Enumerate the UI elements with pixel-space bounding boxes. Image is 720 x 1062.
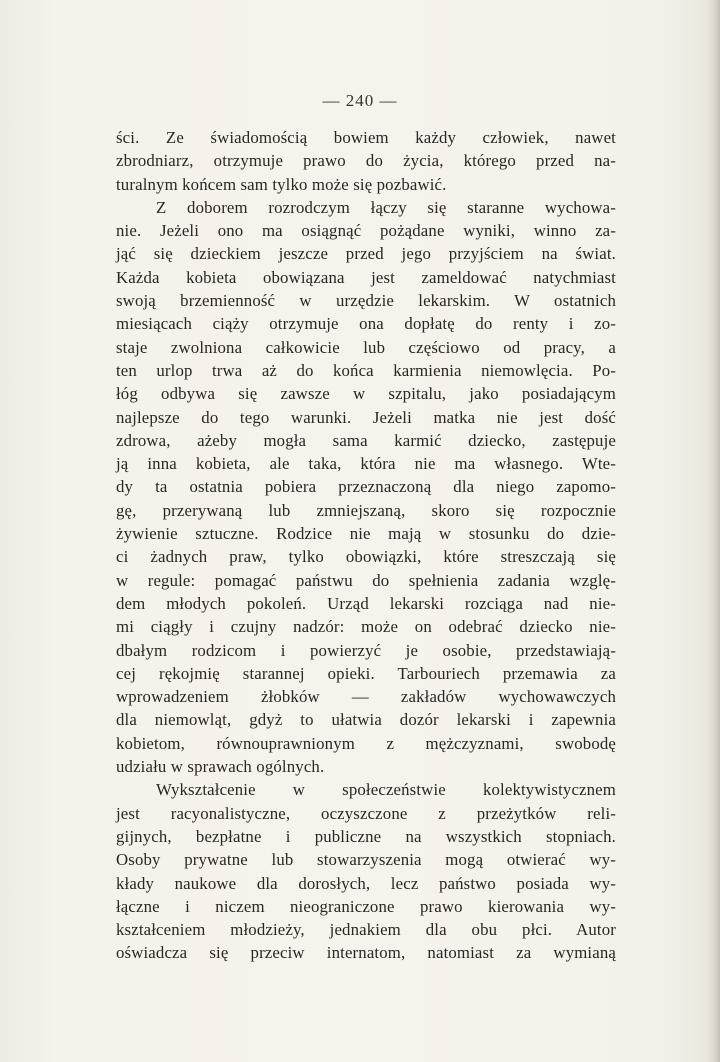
text-line: swoją brzemienność w urzędzie lekarskim. W ostatnich: [116, 291, 616, 311]
text-line: kłady naukowe dla dorosłych, lecz państwo posiada wy-: [116, 873, 616, 893]
text-line: dbałym rodzicom i powierzyć je osobie, przedstawiają-: [116, 640, 616, 660]
text-line: jest racyonalistyczne, oczyszczone z przeżytków reli-: [116, 803, 616, 823]
text-line: gijnych, bezpłatne i publiczne na wszystkich stopniach.: [116, 826, 616, 846]
text-line: kształceniem młodzieży, jednakiem dla obu płci. Autor: [116, 920, 616, 940]
text-line: w regule: pomagać państwu do spełnienia zadania wzglę-: [116, 570, 616, 590]
text-line: żywienie sztuczne. Rodzice nie mają w stosunku do dzie-: [116, 524, 616, 544]
text-line: gę, przerywaną lub zmniejszaną, skoro się rozpocznie: [116, 500, 616, 520]
text-line: ją inna kobieta, ale taka, która nie ma własnego. Wte-: [116, 454, 616, 474]
text-line: ci żadnych praw, tylko obowiązki, które streszczają się: [116, 547, 616, 567]
page-number: — 240 —: [322, 91, 398, 110]
text-line: cej rękojmię starannej opieki. Tarbouriech przemawia za: [116, 663, 616, 683]
text-line: łączne i niczem nieograniczone prawo kierowania wy-: [116, 896, 616, 916]
text-line: ten urlop trwa aż do końca karmienia niemowlęcia. Po-: [116, 360, 616, 380]
text-line: oświadcza się przeciw internatom, natomiast za wymianą: [116, 943, 616, 963]
text-line: najlepsze do tego warunki. Jeżeli matka nie jest dość: [116, 407, 616, 427]
text-line: ści. Ze świadomością bowiem każdy człowiek, nawet: [116, 128, 616, 147]
text-line: nie. Jeżeli ono ma osiągnąć pożądane wyniki, winno za-: [116, 221, 616, 241]
text-line: miesiącach ciąży otrzymuje ona dopłatę do renty i zo-: [116, 314, 616, 334]
text-line: udziału w sprawach ogólnych.: [116, 757, 325, 777]
text-line: Z doborem rozrodczym łączy się staranne wychowa-: [156, 197, 616, 217]
text-line: Każda kobieta obowiązana jest zameldować natychmiast: [116, 267, 616, 287]
text-line: Osoby prywatne lub stowarzyszenia mogą otwierać wy-: [116, 850, 616, 870]
text-line: dem młodych pokoleń. Urząd lekarski rozciąga nad nie-: [116, 593, 616, 613]
text-line: dla niemowląt, gdyż to ułatwia dozór lekarski i zapewnia: [116, 710, 616, 730]
text-line: wprowadzeniem żłobków — zakładów wychowawczych: [116, 687, 616, 707]
text-line: turalnym końcem sam tylko może się pozbawić.: [116, 174, 447, 194]
text-line: zbrodniarz, otrzymuje prawo do życia, którego przed na-: [116, 151, 616, 171]
text-line: mi ciągły i czujny nadzór: może on odebrać dziecko nie-: [116, 617, 616, 637]
page-edge-shadow: [706, 0, 720, 1062]
text-line: dy ta ostatnia pobiera przeznaczoną dla niego zapomo-: [116, 477, 616, 497]
text-line: staje zwolniona całkowicie lub częściowo od pracy, a: [116, 337, 616, 357]
text-line: kobietom, równouprawnionym z mężczyznami, swobodę: [116, 733, 616, 753]
text-line: łóg odbywa się zawsze w szpitalu, jako posiadającym: [116, 384, 616, 404]
text-line: zdrowa, ażeby mogła sama karmić dziecko, zastępuje: [116, 430, 616, 450]
text-line: Wykształcenie w społeczeństwie kolektywistycznem: [156, 780, 616, 800]
body-text: [116, 126, 616, 965]
text-line: jąć się dzieckiem jeszcze przed jego przyjściem na świat.: [116, 244, 616, 264]
